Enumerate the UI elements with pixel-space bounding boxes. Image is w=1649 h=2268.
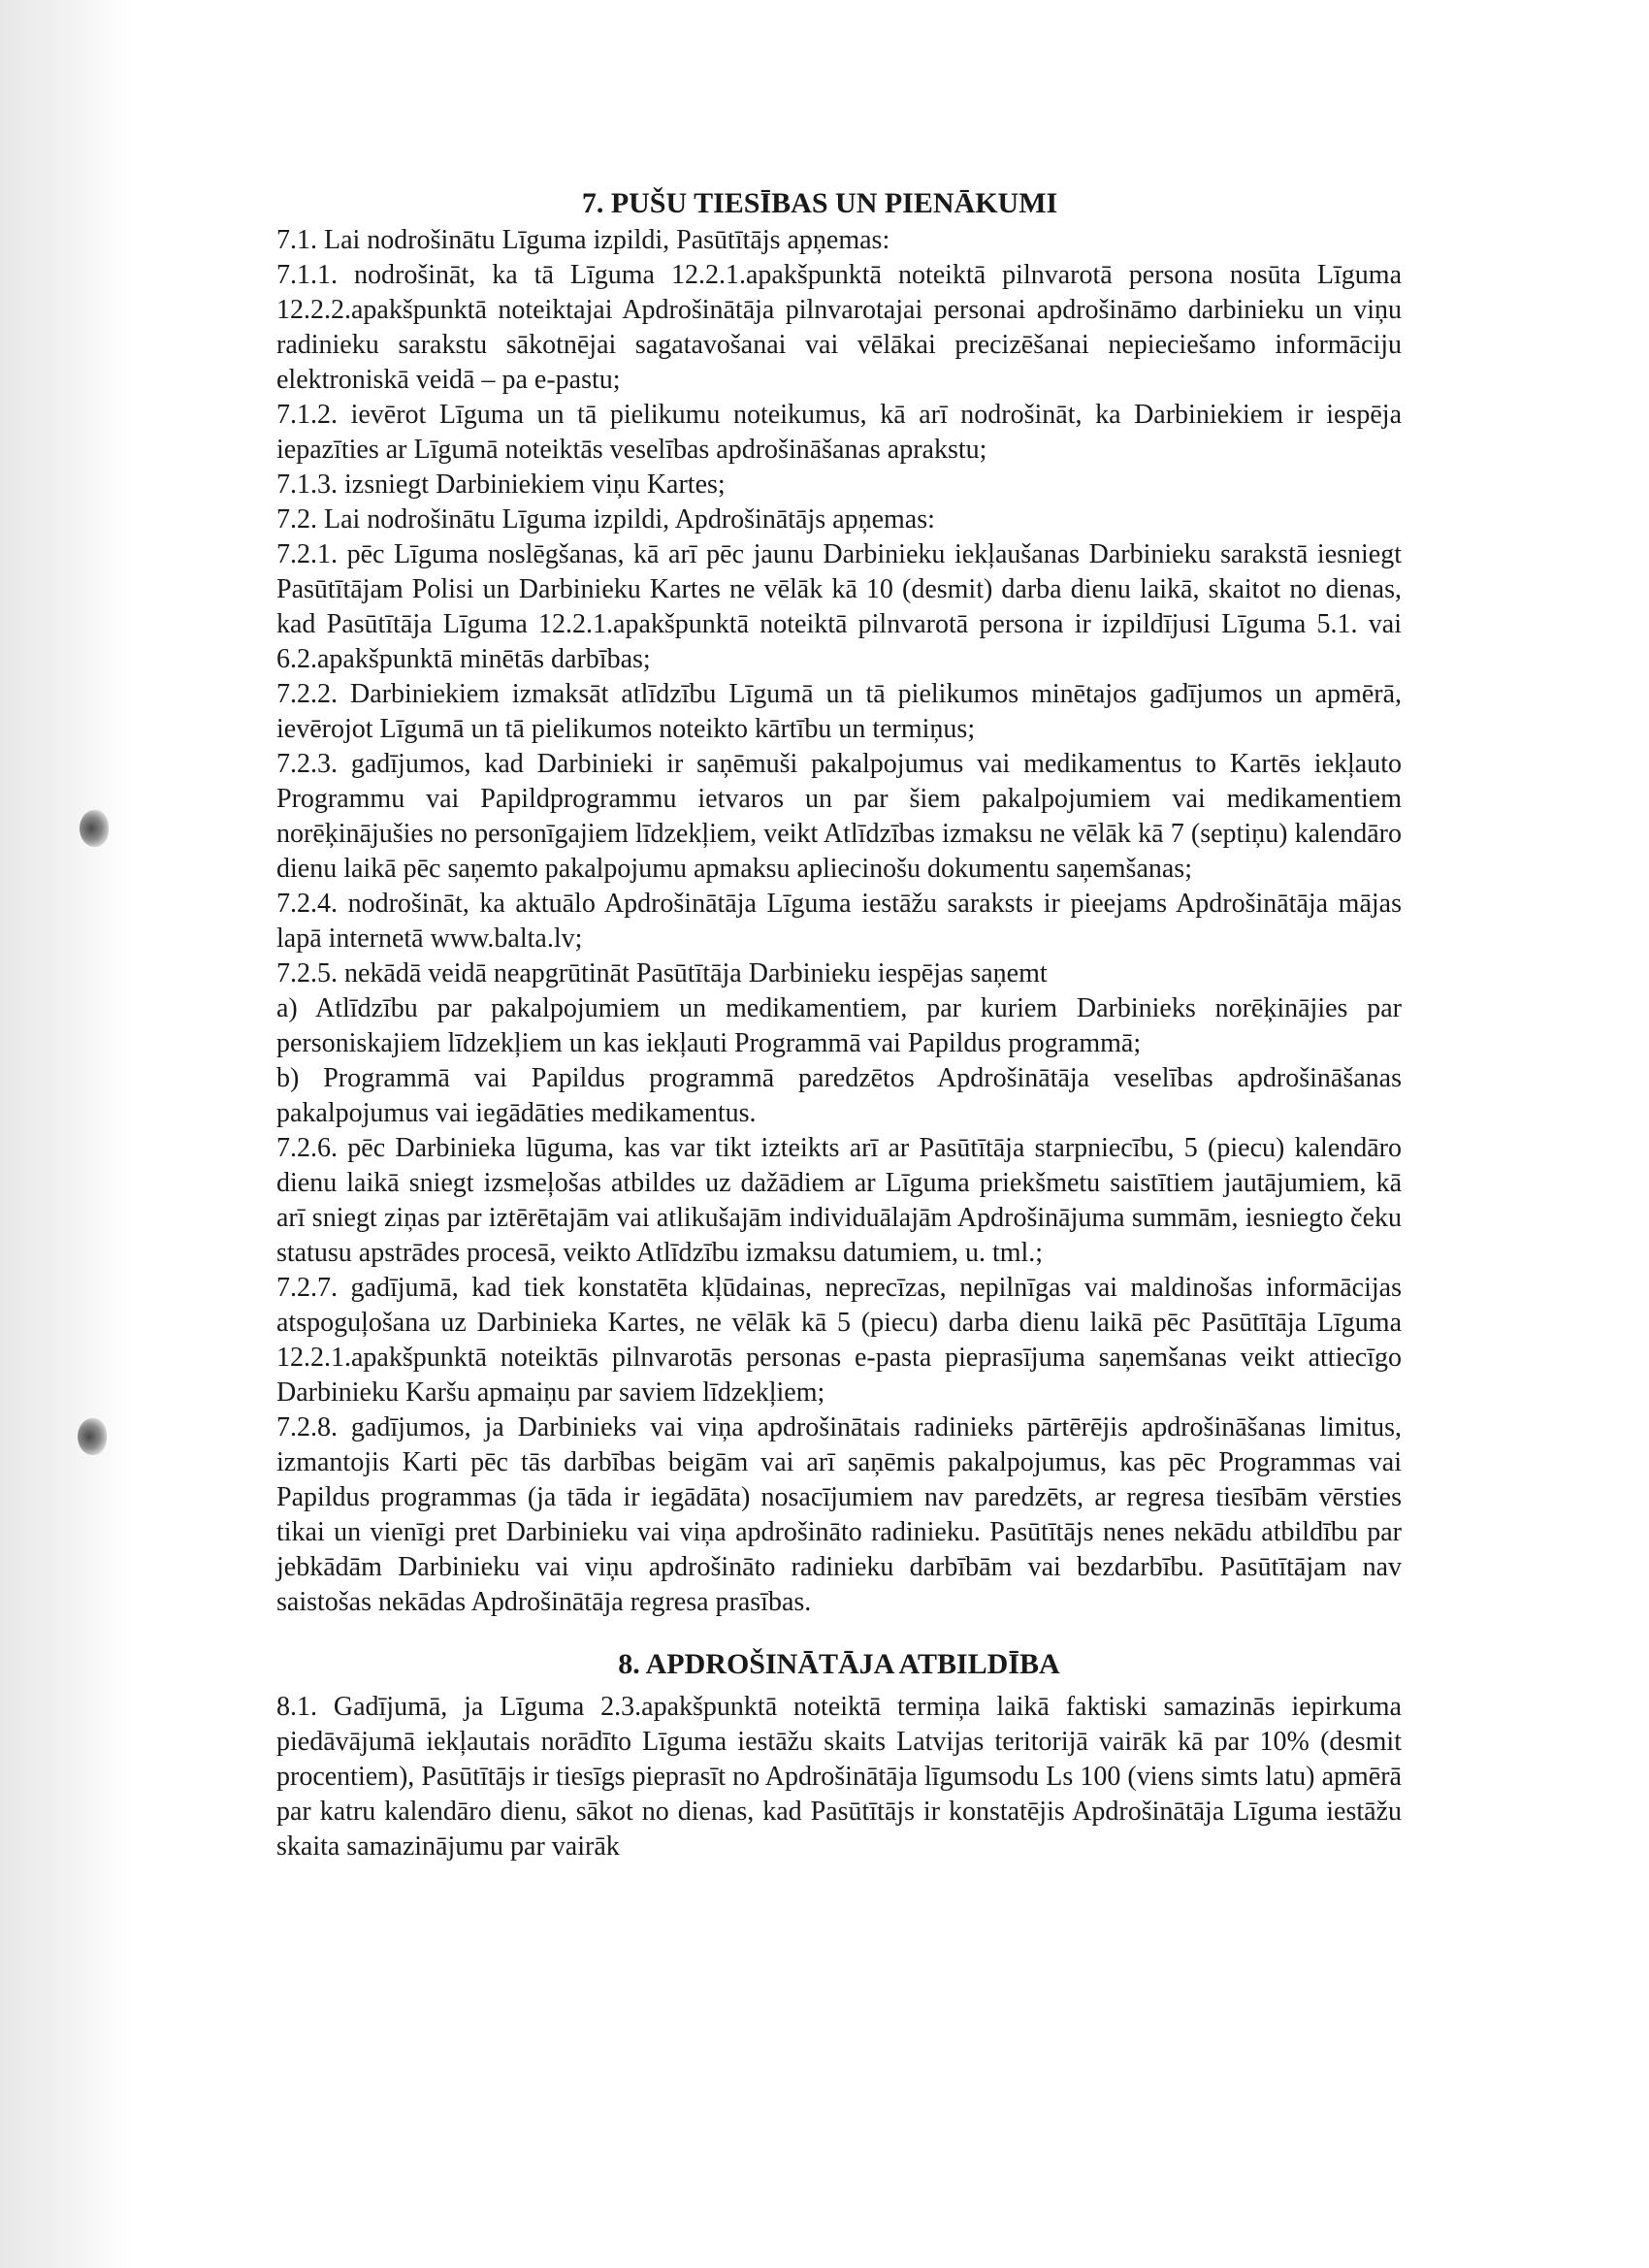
clause-paragraph: 7.1.2. ievērot Līguma un tā pielikumu noteikumus, kā arī nodrošināt, ka Darbiniekiem ir iespēja iepazīties ar Līgumā noteiktās veselības apdrošināšanas aprakstu; [276,400,1402,465]
clause-paragraph: 7.2.2. Darbiniekiem izmaksāt atlīdzību Līgumā un tā pielikumos minētajos gadījumos un apmērā, ievērojot Līgumā un tā pielikumos noteikto kārtību un termiņus; [276,679,1402,744]
clause-paragraph: 7.1. Lai nodrošinātu Līguma izpildi, Pasūtītājs apņemas: [276,225,890,255]
clause-paragraph: 7.2.1. pēc Līguma noslēgšanas, kā arī pēc jaunu Darbinieku iekļaušanas Darbinieku sarakstā iesniegt Pasūtītājam Polisi un Darbinieku Kartes ne vēlāk kā 10 (desmit) darba dienu laikā, skaitot no dienas, kad Pasūtītāja Līguma 12.2.1.apakšpunktā noteiktā pilnvarotā persona ir izpildījusi Līguma 5.1. vai 6.2.apakšpunktā minētās darbības; [276,539,1402,674]
clause-paragraph: 7.2.4. nodrošināt, ka aktuālo Apdrošinātāja Līguma iestāžu saraksts ir pieejams Apdrošinātāja mājas lapā internetā www.balta.lv; [276,889,1402,954]
clause-paragraph: 8.1. Gadījumā, ja Līguma 2.3.apakšpunktā noteiktā termiņa laikā faktiski samazinās iepirkuma piedāvājumā iekļautais norādīto Līguma iestāžu skaits Latvijas teritorijā vairāk kā par 10% (desmit procentiem), Pasūtītājs ir tiesīgs pieprasīt no Apdrošinātāja līgumsodu Ls 100 (viens simts latu) apmērā par katru kalendāro dienu, sākot no dienas, kad Pasūtītājs ir konstatējis Apdrošinātāja Līguma iestāžu skaita samazinājumu par vairāk [276,1692,1402,1862]
section-7-heading: 7. PUŠU TIESĪBAS UN PIENĀKUMI [581,187,1058,219]
section-8-heading: 8. APDROŠINĀTĀJA ATBILDĪBA [618,1648,1060,1680]
clause-paragraph: 7.1.3. izsniegt Darbiniekiem viņu Kartes; [276,470,726,500]
section-8-body [276,1690,1402,1864]
clause-paragraph: 7.2. Lai nodrošinātu Līguma izpildi, Apdrošinātājs apņemas: [276,504,935,535]
scan-edge-shadow [0,0,131,2268]
clause-paragraph: a) Atlīdzību par pakalpojumiem un medikamentiem, par kuriem Darbinieks norēķinājies par personiskajiem līdzekļiem un kas iekļauti Programmā vai Papildus programmā; [276,993,1402,1058]
clause-paragraph: 7.2.7. gadījumā, kad tiek konstatēta kļūdainas, neprecīzas, nepilnīgas vai maldinošas informācijas atspoguļošana uz Darbinieka Kartes, ne vēlāk kā 5 (piecu) darba dienu laikā pēc Pasūtītāja Līguma 12.2.1.apakšpunktā noteiktās pilnvarotās personas e-pasta pieprasījuma saņemšanas veikt attiecīgo Darbinieku Karšu apmaiņu par saviem līdzekļiem; [276,1273,1402,1408]
section-7-body [276,223,1402,1620]
punch-hole-lower [78,1418,107,1455]
clause-paragraph: 7.2.5. nekādā veidā neapgrūtināt Pasūtītāja Darbinieku iespējas saņemt [276,958,1048,988]
clause-paragraph: 7.1.1. nodrošināt, ka tā Līguma 12.2.1.apakšpunktā noteiktā pilnvarotā persona nosūta Līguma 12.2.2.apakšpunktā noteiktajai Apdrošinātāja pilnvarotajai personai apdrošināmo darbinieku un viņu radinieku sarakstu sākotnējai sagatavošanai vai vēlākai precizēšanai nepieciešamo informāciju elektroniskā veidā – pa e-pastu; [276,260,1402,395]
document-page [276,184,1402,1864]
clause-paragraph: 7.2.3. gadījumos, kad Darbinieki ir saņēmuši pakalpojumus vai medikamentus to Kartēs iekļauto Programmu vai Papildprogrammu ietvaros un par šiem pakalpojumiem vai medikamentiem norēķinājušies no personīgajiem līdzekļiem, veikt Atlīdzības izmaksu ne vēlāk kā 7 (septiņu) kalendāro dienu laikā pēc saņemto pakalpojumu apmaksu apliecinošu dokumentu saņemšanas; [276,749,1402,884]
clause-paragraph: b) Programmā vai Papildus programmā paredzētos Apdrošinātāja veselības apdrošināšanas pakalpojumus vai iegādāties medikamentus. [276,1063,1402,1128]
clause-paragraph: 7.2.6. pēc Darbinieka lūguma, kas var tikt izteikts arī ar Pasūtītāja starpniecību, 5 (piecu) kalendāro dienu laikā sniegt izsmeļošas atbildes uz dažādiem ar Līguma priekšmetu saistītiem jautājumiem, kā arī sniegt ziņas par iztērētajām vai atlikušajām individuālajām Apdrošinājuma summām, iesniegto čeku statusu apstrādes procesā, veikto Atlīdzību izmaksu datumiem, u. tml.; [276,1133,1402,1268]
clause-paragraph: 7.2.8. gadījumos, ja Darbinieks vai viņa apdrošinātais radinieks pārtērējis apdrošināšanas limitus, izmantojis Karti pēc tās darbības beigām vai arī saņēmis pakalpojumus, kas pēc Programmas vai Papildus programmas (ja tāda ir iegādāta) nosacījumiem nav paredzēts, ar regresa tiesībām vērsties tikai un vienīgi pret Darbinieku vai viņa apdrošināto radinieku. Pasūtītājs nenes nekādu atbildību par jebkādām Darbinieku vai viņu apdrošināto radinieku darbībām vai bezdarbību. Pasūtītājam nav saistošas nekādas Apdrošinātāja regresa prasības. [276,1412,1402,1617]
punch-hole-upper [80,810,109,847]
